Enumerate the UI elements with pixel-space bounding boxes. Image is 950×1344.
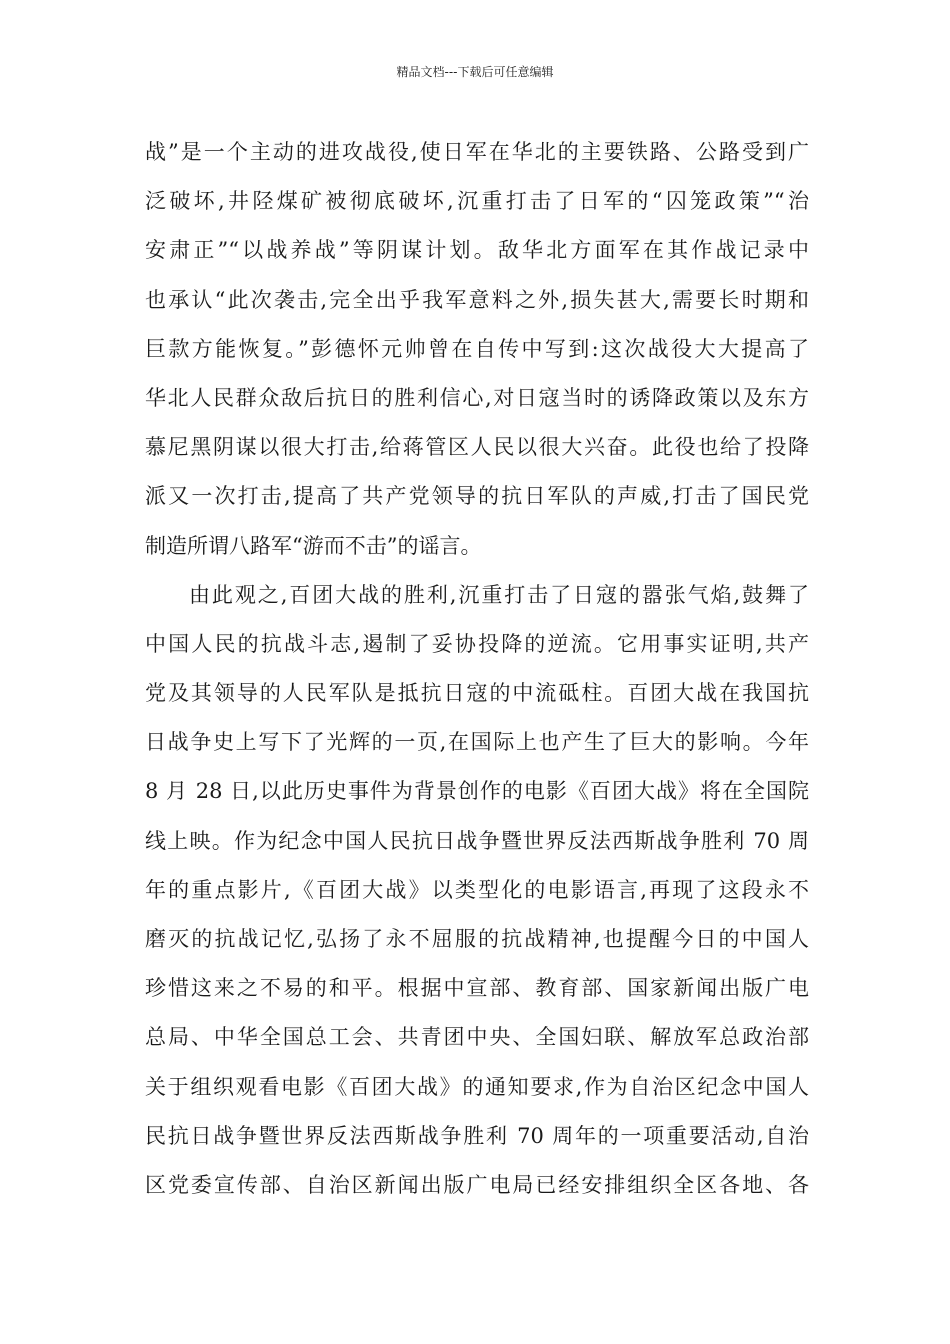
text-line: 党及其领导的人民军队是抵抗日寇的中流砥柱。百团大战在我国抗 bbox=[145, 681, 809, 706]
page-header: 精品文档---下载后可任意编辑 bbox=[396, 65, 554, 79]
text-line: 关于组织观看电影《百团大战》的通知要求,作为自治区纪念中国人 bbox=[145, 1074, 809, 1099]
text-line: 安肃正”“以战养战”等阴谋计划。敌华北方面军在其作战记录中 bbox=[145, 238, 809, 263]
body-text bbox=[145, 128, 809, 1210]
text-line: 派又一次打击,提高了共产党领导的抗日军队的声威,打击了国民党 bbox=[145, 484, 809, 509]
text-line: 日战争史上写下了光辉的一页,在国际上也产生了巨大的影响。今年 bbox=[145, 730, 809, 755]
text-line: 珍惜这来之不易的和平。根据中宣部、教育部、国家新闻出版广电 bbox=[145, 976, 809, 1001]
text-line: 磨灭的抗战记忆,弘扬了永不屈服的抗战精神,也提醒今日的中国人 bbox=[145, 927, 809, 951]
text-line: 线上映。作为纪念中国人民抗日战争暨世界反法西斯战争胜利 70 周 bbox=[145, 828, 809, 853]
text-line: 总局、中华全国总工会、共青团中央、全国妇联、解放军总政治部 bbox=[145, 1025, 809, 1050]
text-line: 也承认“此次袭击,完全出乎我军意料之外,损失甚大,需要长时期和 bbox=[145, 287, 809, 312]
text-line: 由此观之,百团大战的胜利,沉重打击了日寇的嚣张气焰,鼓舞了 bbox=[189, 582, 809, 607]
text-line: 中国人民的抗战斗志,遏制了妥协投降的逆流。它用事实证明,共产 bbox=[145, 631, 809, 656]
text-line: 制造所谓八路军“游而不击”的谣言。 bbox=[145, 533, 482, 558]
text-line: 民抗日战争暨世界反法西斯战争胜利 70 周年的一项重要活动,自治 bbox=[145, 1123, 809, 1148]
text-line: 战”是一个主动的进攻战役,使日军在华北的主要铁路、公路受到广 bbox=[145, 140, 809, 164]
text-line: 巨款方能恢复。”彭德怀元帅曾在自传中写到:这次战役大大提高了 bbox=[145, 336, 809, 361]
text-line: 泛破坏,井陉煤矿被彻底破坏,沉重打击了日军的“囚笼政策”“治 bbox=[145, 189, 809, 214]
text-line: 区党委宣传部、自治区新闻出版广电局已经安排组织全区各地、各 bbox=[145, 1172, 809, 1197]
text-line: 年的重点影片,《百团大战》以类型化的电影语言,再现了这段永不 bbox=[145, 877, 809, 902]
text-line: 华北人民群众敌后抗日的胜利信心,对日寇当时的诱降政策以及东方 bbox=[145, 385, 809, 410]
text-line: 8 月 28 日,以此历史事件为背景创作的电影《百团大战》将在全国院 bbox=[145, 779, 809, 804]
text-line: 慕尼黑阴谋以很大打击,给蒋管区人民以很大兴奋。此役也给了投降 bbox=[145, 435, 809, 460]
